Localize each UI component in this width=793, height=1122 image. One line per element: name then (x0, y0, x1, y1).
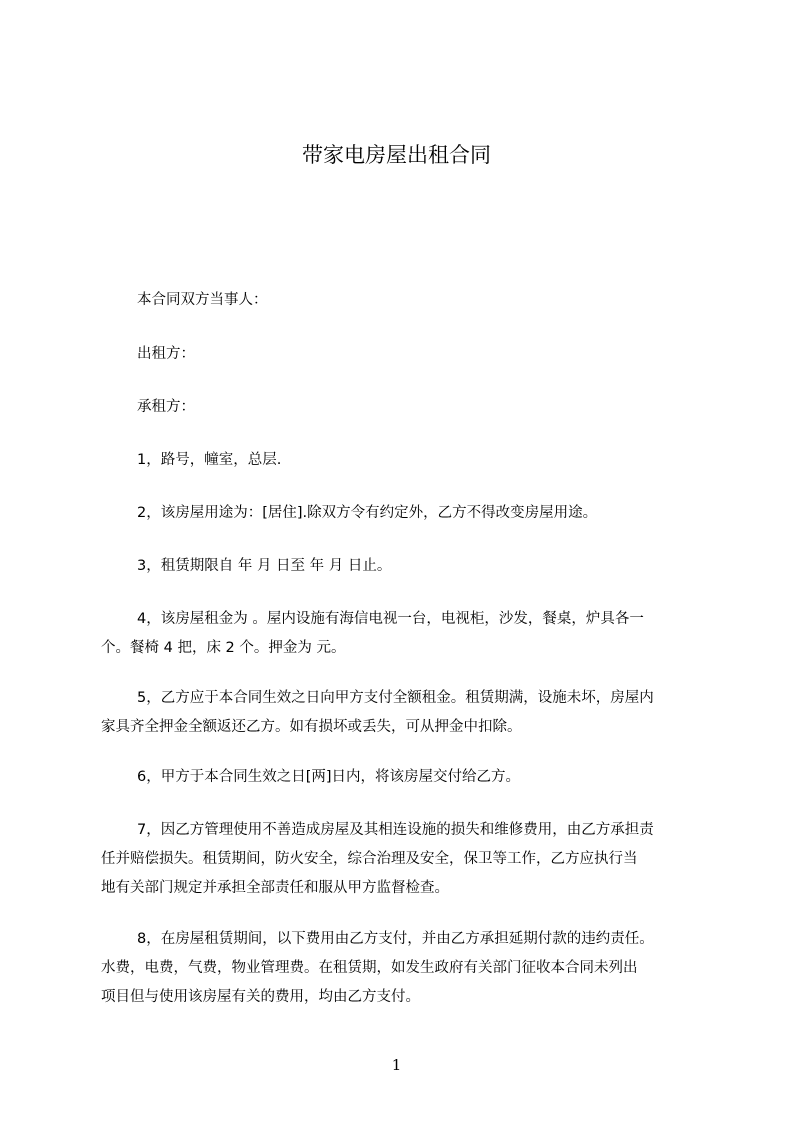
paragraph-line: 8，在房屋租赁期间，以下费用由乙方支付，并由乙方承担延期付款的违约责任。 (137, 931, 654, 947)
document-title: 带家电房屋出租合同 (302, 143, 491, 167)
paragraph-lessee (101, 393, 711, 422)
paragraph-line: 任并赔偿损失。租赁期间，防火安全，综合治理及安全，保卫等工作，乙方应执行当 (101, 851, 638, 867)
clause-1 (101, 446, 711, 475)
paragraph-line: 项目但与使用该房屋有关的费用，均由乙方支付。 (101, 989, 420, 1005)
clause-5 (101, 684, 711, 742)
paragraph-line: 6，甲方于本合同生效之日[两]日内，将该房屋交付给乙方。 (137, 769, 521, 785)
page-number: 1 (391, 1056, 402, 1074)
paragraph-line: 1，路号，幢室，总层. (137, 452, 282, 468)
paragraph-line: 本合同双方当事人： (137, 292, 268, 308)
paragraph-lessor (101, 340, 711, 369)
clause-6 (101, 763, 711, 792)
paragraph-line: 2，该房屋用途为：[居住].除双方令有约定外，乙方不得改变房屋用途。 (137, 505, 598, 521)
paragraph-line: 家具齐全押金全额返还乙方。如有损坏或丢失，可从押金中扣除。 (101, 719, 522, 735)
clause-4 (101, 605, 711, 663)
paragraph-line: 水费，电费，气费，物业管理费。在租赁期，如发生政府有关部门征收本合同未列出 (101, 960, 638, 976)
paragraph-line: 个。餐椅 4 把，床 2 个。押金为 元。 (101, 640, 346, 656)
clause-7 (101, 816, 711, 903)
paragraph-line: 地有关部门规定并承担全部责任和服从甲方监督检查。 (101, 880, 449, 896)
clause-8 (101, 925, 711, 1012)
paragraph-line: 4，该房屋租金为 。屋内设施有海信电视一台，电视柜，沙发，餐桌，炉具各一 (137, 611, 644, 627)
paragraph-parties (101, 286, 711, 315)
paragraph-line: 7，因乙方管理使用不善造成房屋及其相连设施的损失和维修费用，由乙方承担责 (137, 822, 654, 838)
clause-2 (101, 499, 711, 528)
paragraph-line: 出租方： (137, 346, 195, 362)
paragraph-line: 3，租赁期限自 年 月 日至 年 月 日止。 (137, 558, 392, 574)
clause-3 (101, 552, 711, 581)
paragraph-line: 5，乙方应于本合同生效之日向甲方支付全额租金。租赁期满，设施未坏，房屋内 (137, 690, 654, 706)
paragraph-line: 承租方： (137, 399, 195, 415)
